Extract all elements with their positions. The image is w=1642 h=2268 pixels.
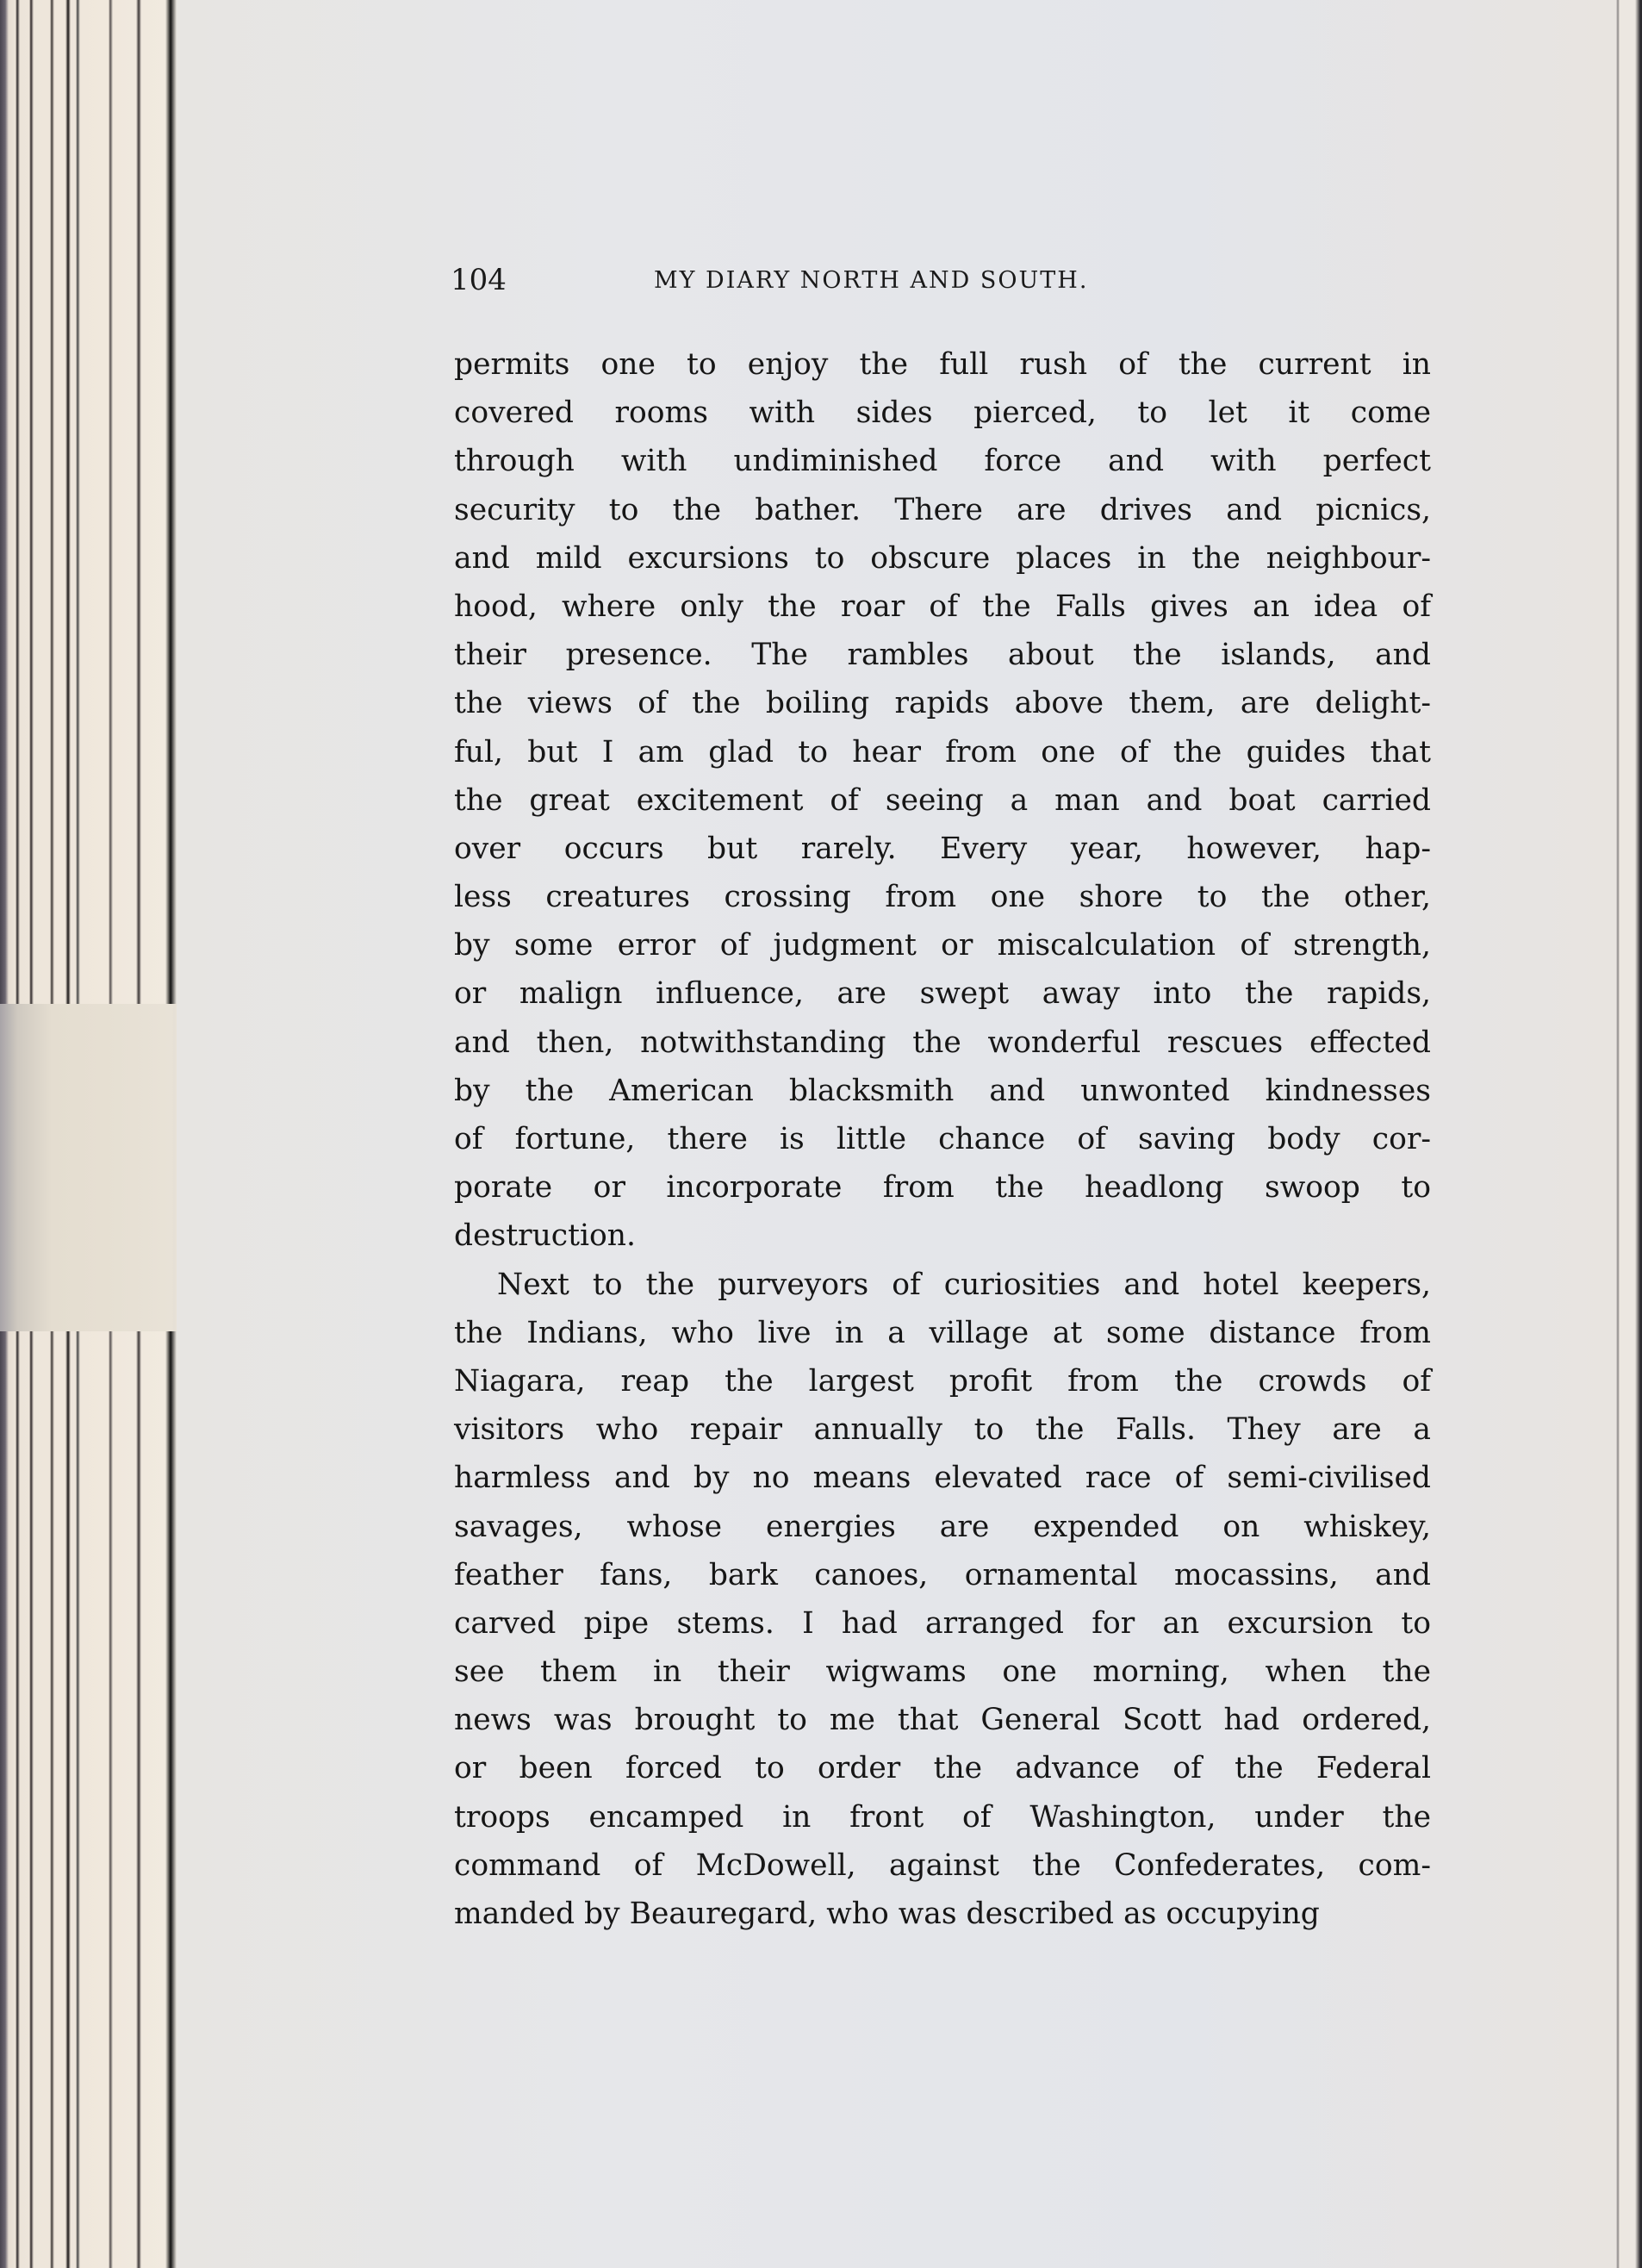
paragraph bbox=[454, 1261, 1431, 1939]
text-line: and mild excursions to obscure places in the neighbour- bbox=[454, 540, 1431, 576]
page-number: 104 bbox=[451, 263, 507, 297]
text-line: permits one to enjoy the full rush of the current in bbox=[454, 347, 1431, 382]
running-title: MY DIARY NORTH AND SOUTH. bbox=[654, 267, 1089, 294]
text-line: Next to the purveyors of curiosities and hotel keepers, bbox=[497, 1267, 1431, 1302]
text-line: covered rooms with sides pierced, to let it come bbox=[454, 396, 1431, 431]
text-line: through with undiminished force and with perfect bbox=[454, 444, 1431, 479]
text-line: carved pipe stems. I had arranged for an excursion to bbox=[454, 1605, 1431, 1641]
text-line: the Indians, who live in a village at some distance from bbox=[454, 1315, 1431, 1350]
text-line: and then, notwithstanding the wonderful rescues effected bbox=[454, 1025, 1431, 1060]
paragraph bbox=[454, 340, 1431, 1261]
text-line: porate or incorporate from the headlong swoop to bbox=[454, 1170, 1431, 1206]
right-page-edge bbox=[1616, 0, 1642, 2268]
text-line: manded by Beauregard, who was described as occupying bbox=[454, 1897, 1320, 1931]
body-text bbox=[454, 340, 1431, 1938]
page-header bbox=[451, 263, 1433, 306]
text-line: troops encamped in front of Washington, under the bbox=[454, 1799, 1431, 1835]
text-line: over occurs but rarely. Every year, however, hap- bbox=[454, 831, 1431, 866]
text-line: security to the bather. There are drives and picnics, bbox=[454, 492, 1431, 527]
text-line: of fortune, there is little chance of saving body cor- bbox=[454, 1122, 1431, 1156]
text-line: destruction. bbox=[454, 1218, 636, 1254]
text-line: ful, but I am glad to hear from one of the guides that bbox=[454, 734, 1431, 770]
text-line: see them in their wigwams one morning, when the bbox=[454, 1654, 1431, 1690]
text-line: or malign influence, are swept away into the rapids, bbox=[454, 976, 1431, 1012]
text-line: by some error of judgment or miscalculation of strength, bbox=[454, 928, 1431, 963]
text-line: their presence. The rambles about the islands, and bbox=[454, 638, 1431, 673]
text-line: the great excitement of seeing a man and boat carried bbox=[454, 782, 1431, 818]
text-line: visitors who repair annually to the Falls. They are a bbox=[454, 1412, 1431, 1448]
stacked-page-edges bbox=[0, 0, 177, 2268]
text-line: by the American blacksmith and unwonted kindnesses bbox=[454, 1073, 1431, 1108]
text-line: savages, whose energies are expended on whiskey, bbox=[454, 1509, 1431, 1544]
text-line: feather fans, bark canoes, ornamental mocassins, and bbox=[454, 1557, 1431, 1592]
text-line: news was brought to me that General Scott had ordered, bbox=[454, 1703, 1431, 1738]
text-line: hood, where only the roar of the Falls gives an idea of bbox=[454, 589, 1431, 624]
text-line: harmless and by no means elevated race of semi-civilised bbox=[454, 1461, 1431, 1496]
text-line: Niagara, reap the largest profit from the crowds of bbox=[454, 1363, 1431, 1399]
text-line: or been forced to order the advance of the Federal bbox=[454, 1751, 1431, 1786]
text-line: less creatures crossing from one shore to the other, bbox=[454, 880, 1431, 915]
text-line: the views of the boiling rapids above them, are delight- bbox=[454, 686, 1431, 721]
text-line: command of McDowell, against the Confederates, com- bbox=[454, 1847, 1431, 1883]
